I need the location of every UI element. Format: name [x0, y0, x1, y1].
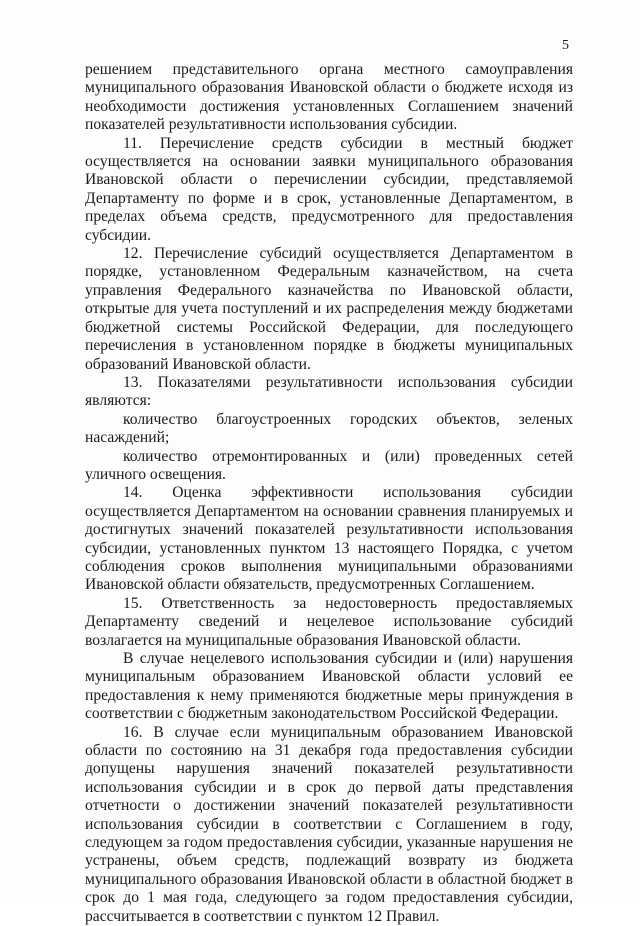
- paragraph-13-item-1: количество благоустроенных городских объектов, зеленых насаждений;: [85, 410, 573, 447]
- paragraph-13-item-2: количество отремонтированных и (или) проведенных сетей уличного освещения.: [85, 447, 573, 483]
- paragraph-continuation: решением представительного органа местного самоуправления муниципального образования Ивановской области о бюджете исходя из необходимости достижения установленных Соглашением значений показателей результативности использования субсидии.: [85, 61, 573, 134]
- paragraph-12: 12. Перечисление субсидий осуществляется Департаментом в порядке, установленном Федеральным казначейством, на счета управления Федерального казначейства по Ивановской области, открытые для учета поступлений и их распределения между бюджетами бюджетной системы Российской Федерации, для последующего перечисления в установленном порядке в бюджеты муниципальных образований Ивановской области.: [85, 245, 573, 373]
- document-body: [85, 61, 573, 926]
- page-number: 5: [562, 38, 569, 53]
- paragraph-13: 13. Показателями результативности использования субсидии являются:: [85, 373, 573, 410]
- paragraph-11: 11. Перечисление средств субсидии в местный бюджет осуществляется на основании заявки муниципального образования Ивановской области о перечислении субсидии, представляемой Департаменту по форме и в срок, установленные Департаментом, в пределах объема средств, предусмотренного для предоставления субсидии.: [85, 134, 573, 244]
- paragraph-15-continued: В случае нецелевого использования субсидии и (или) нарушения муниципальным образованием Ивановской области условий ее предоставления к нему применяются бюджетные меры принуждения в соответствии с бюджетным законодательством Российской Федерации.: [85, 650, 573, 723]
- paragraph-16: 16. В случае если муниципальным образованием Ивановской области по состоянию на 31 декабря года предоставления субсидии допущены нарушения значений показателей результативности использования субсидии и в срок до первой даты представления отчетности о достижении значений показателей результативности использования субсидии в соответствии с Соглашением в году, следующем за годом предоставления субсидии, указанные нарушения не устранены, объем средств, подлежащий возврату из бюджета муниципального образования Ивановской области в областной бюджет в срок до 1 мая года, следующего за годом предоставления субсидии, рассчитывается в соответствии с пунктом 12 Правил.: [85, 723, 573, 925]
- paragraph-15: 15. Ответственность за недостоверность предоставляемых Департаменту сведений и нецелевое использование субсидий возлагается на муниципальные образования Ивановской области.: [85, 594, 573, 649]
- paragraph-14: 14. Оценка эффективности использования субсидии осуществляется Департаментом на основании сравнения планируемых и достигнутых значений показателей результативности использования субсидии, установленных пунктом 13 настоящего Порядка, с учетом соблюдения сроков выполнения муниципальными образованиями Ивановской области обязательств, предусмотренных Соглашением.: [85, 484, 573, 594]
